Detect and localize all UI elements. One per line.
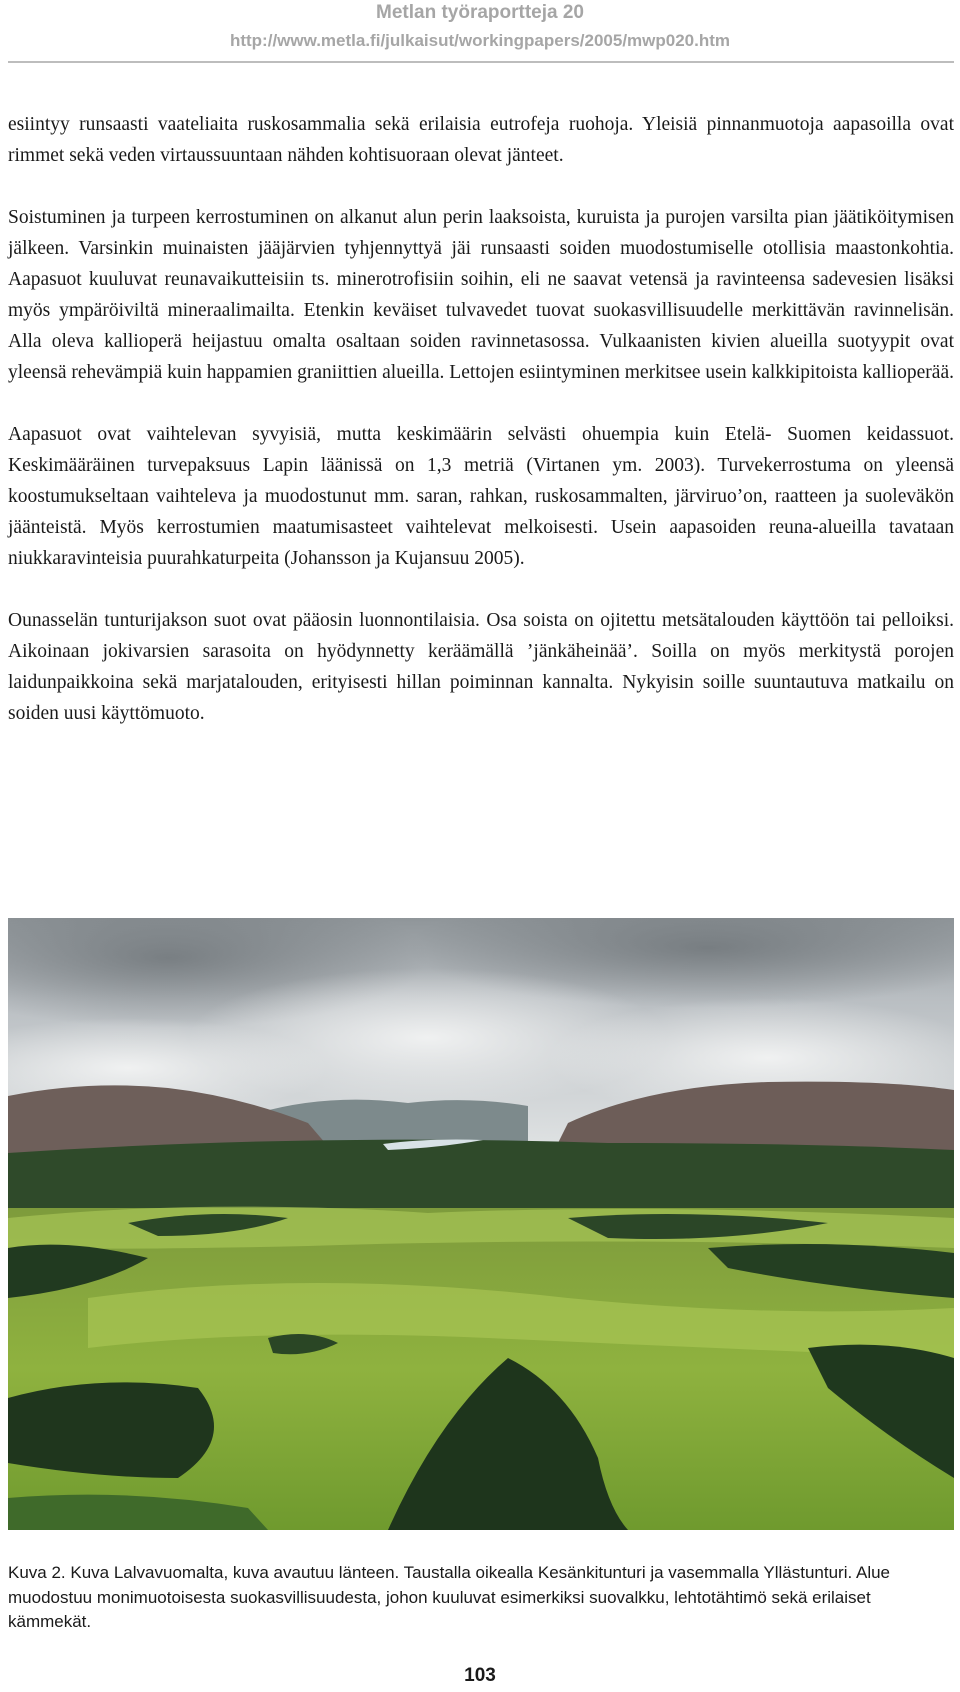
- series-title: Metlan työraportteja 20: [376, 2, 584, 23]
- aerial-fell-landscape-image: [8, 918, 954, 1530]
- paragraph-2: Soistuminen ja turpeen kerrostuminen on alkanut alun perin laaksoista, kuruista ja purojen varsilta pian jäätiköitymisen jälkeen. Varsinkin muinaisten jääjärvien tyhjennyttyä jäi runsaasti soiden muodostumiselle otollisia maastonkohtia. Aapasuot kuuluvat reunavaikutteisiin ts. minerotrofisiin soihin, eli ne saavat vetensä ja ravinteensa sadevesien lisäksi myös ympäröiviltä mineraalimailta. Etenkin keväiset tulvavedet tuovat suokasvillisuudelle merkittävän ravinnelisän. Alla oleva kallioperä heijastuu omalta osaltaan soiden ravinnetasossa. Vulkaanisten kivien alueilla suotyypit ovat yleensä rehevämpiä kuin happamien graniittien alueilla. Lettojen esiintyminen merkitsee usein kalkkipitoista kallioperää.: [8, 207, 954, 383]
- header-url: http://www.metla.fi/julkaisut/workingpapers/2005/mwp020.htm: [229, 31, 731, 50]
- paragraph-1: esiintyy runsaasti vaateliaita ruskosammalia sekä erilaisia eutrofeja ruohoja. Yleisiä pinnanmuotoja aapasoilla ovat rimmet sekä veden virtaussuuntaan nähden kohtisuoraan olevat jänteet.: [8, 114, 954, 166]
- landscape-photo: [8, 918, 954, 1530]
- paragraph-4: Ounasselän tunturijakson suot ovat pääosin luonnontilaisia. Osa soista on ojitettu metsätalouden käyttöön tai pelloiksi. Aikoinaan jokivarsien sarasoita on hyödynnetty keräämällä ’jänkäheinää’. Soilla on myös merkitystä porojen laidunpaikkoina sekä marjatalouden, erityisesti hillan poiminnan kannalta. Nykyisin soille suuntautuva matkailu on soiden uusi käyttömuoto.: [8, 610, 954, 724]
- page-number: 103: [464, 1665, 496, 1686]
- paragraph-3: Aapasuot ovat vaihtelevan syvyisiä, mutta keskimäärin selvästi ohuempia kuin Etelä- Suomen keidassuot. Keskimääräinen turvepaksuus Lapin läänissä on 1,3 metriä (Virtanen ym. 2003). Turvekerrostuma on yleensä koostumukseltaan vaihteleva ja muodostunut mm. saran, rahkan, ruskosammalten, järviruo’on, raatteen ja suoleväkön jäänteistä. Myös kerrostumien maatumisasteet vaihtelevat melkoisesti. Usein aapasoiden reuna-alueilla tavataan niukkaravinteisia puurahkaturpeita (Johansson ja Kujansuu 2005).: [8, 424, 954, 569]
- figure-caption: Kuva 2. Kuva Lalvavuomalta, kuva avautuu länteen. Taustalla oikealla Kesänkitunturi ja vasemmalla Yllästunturi. Alue muodostuu monimuotoisesta suokasvillisuudesta, johon kuuluvat esimerkiksi suovalkku, lehtotähtimö sekä erilaiset kämmekät.: [8, 1563, 891, 1631]
- header-divider: [8, 61, 954, 63]
- body-text: [8, 109, 954, 729]
